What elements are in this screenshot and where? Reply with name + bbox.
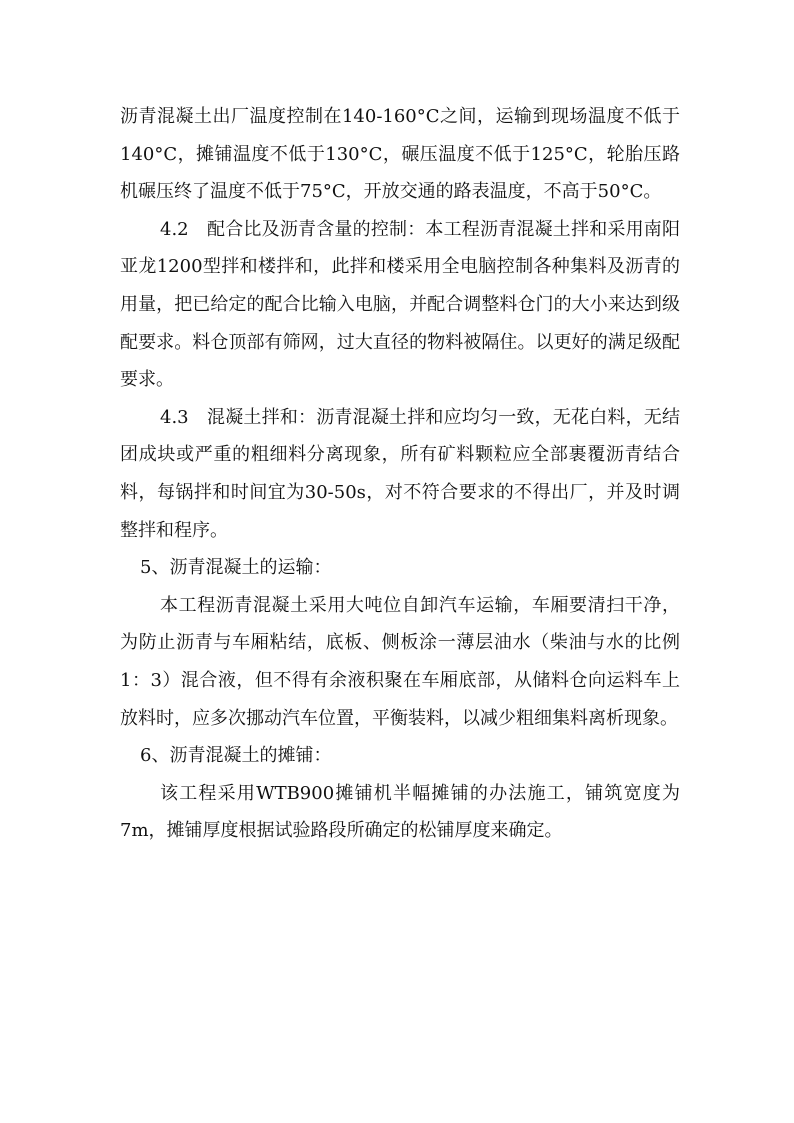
section-heading-6-paving: 6、沥青混凝土的摊铺： [140, 745, 332, 767]
document-body [120, 98, 680, 850]
section-heading-5-transport: 5、沥青混凝土的运输： [140, 557, 332, 579]
paragraph-4-3-mixing: 4.3 混凝土拌和：沥青混凝土拌和应均匀一致，无花白料，无结团成块或严重的粗细料分离现象，所有矿料颗粒应全部裹覆沥青结合料，每锅拌和时间宜为30-50s，对不符合要求的不得出厂，并及时调整拌和程序。 [120, 406, 680, 541]
paragraph-4-2-mix-ratio: 4.2 配合比及沥青含量的控制：本工程沥青混凝土拌和采用南阳亚龙1200型拌和楼拌和，此拌和楼采用全电脑控制各种集料及沥青的用量，把已给定的配合比输入电脑，并配合调整料仓门的大小来达到级配要求。料仓顶部有筛网，过大直径的物料被隔住。以更好的满足级配要求。 [120, 218, 680, 391]
paragraph-paving: 该工程采用WTB900摊铺机半幅摊铺的办法施工，铺筑宽度为7m，摊铺厚度根据试验路段所确定的松铺厚度来确定。 [120, 782, 680, 842]
paragraph-transport: 本工程沥青混凝土采用大吨位自卸汽车运输，车厢要清扫干净，为防止沥青与车厢粘结，底板、侧板涂一薄层油水（柴油与水的比例1：3）混合液，但不得有余液积聚在车厢底部，从储料仓向运料车上放料时，应多次挪动汽车位置，平衡装料，以减少粗细集料离析现象。 [120, 594, 680, 729]
paragraph-temperature-control: 沥青混凝土出厂温度控制在140-160°C之间，运输到现场温度不低于140°C，摊铺温度不低于130°C，碾压温度不低于125°C，轮胎压路机碾压终了温度不低于75°C，开放交通的路表温度，不高于50°C。 [120, 106, 680, 203]
